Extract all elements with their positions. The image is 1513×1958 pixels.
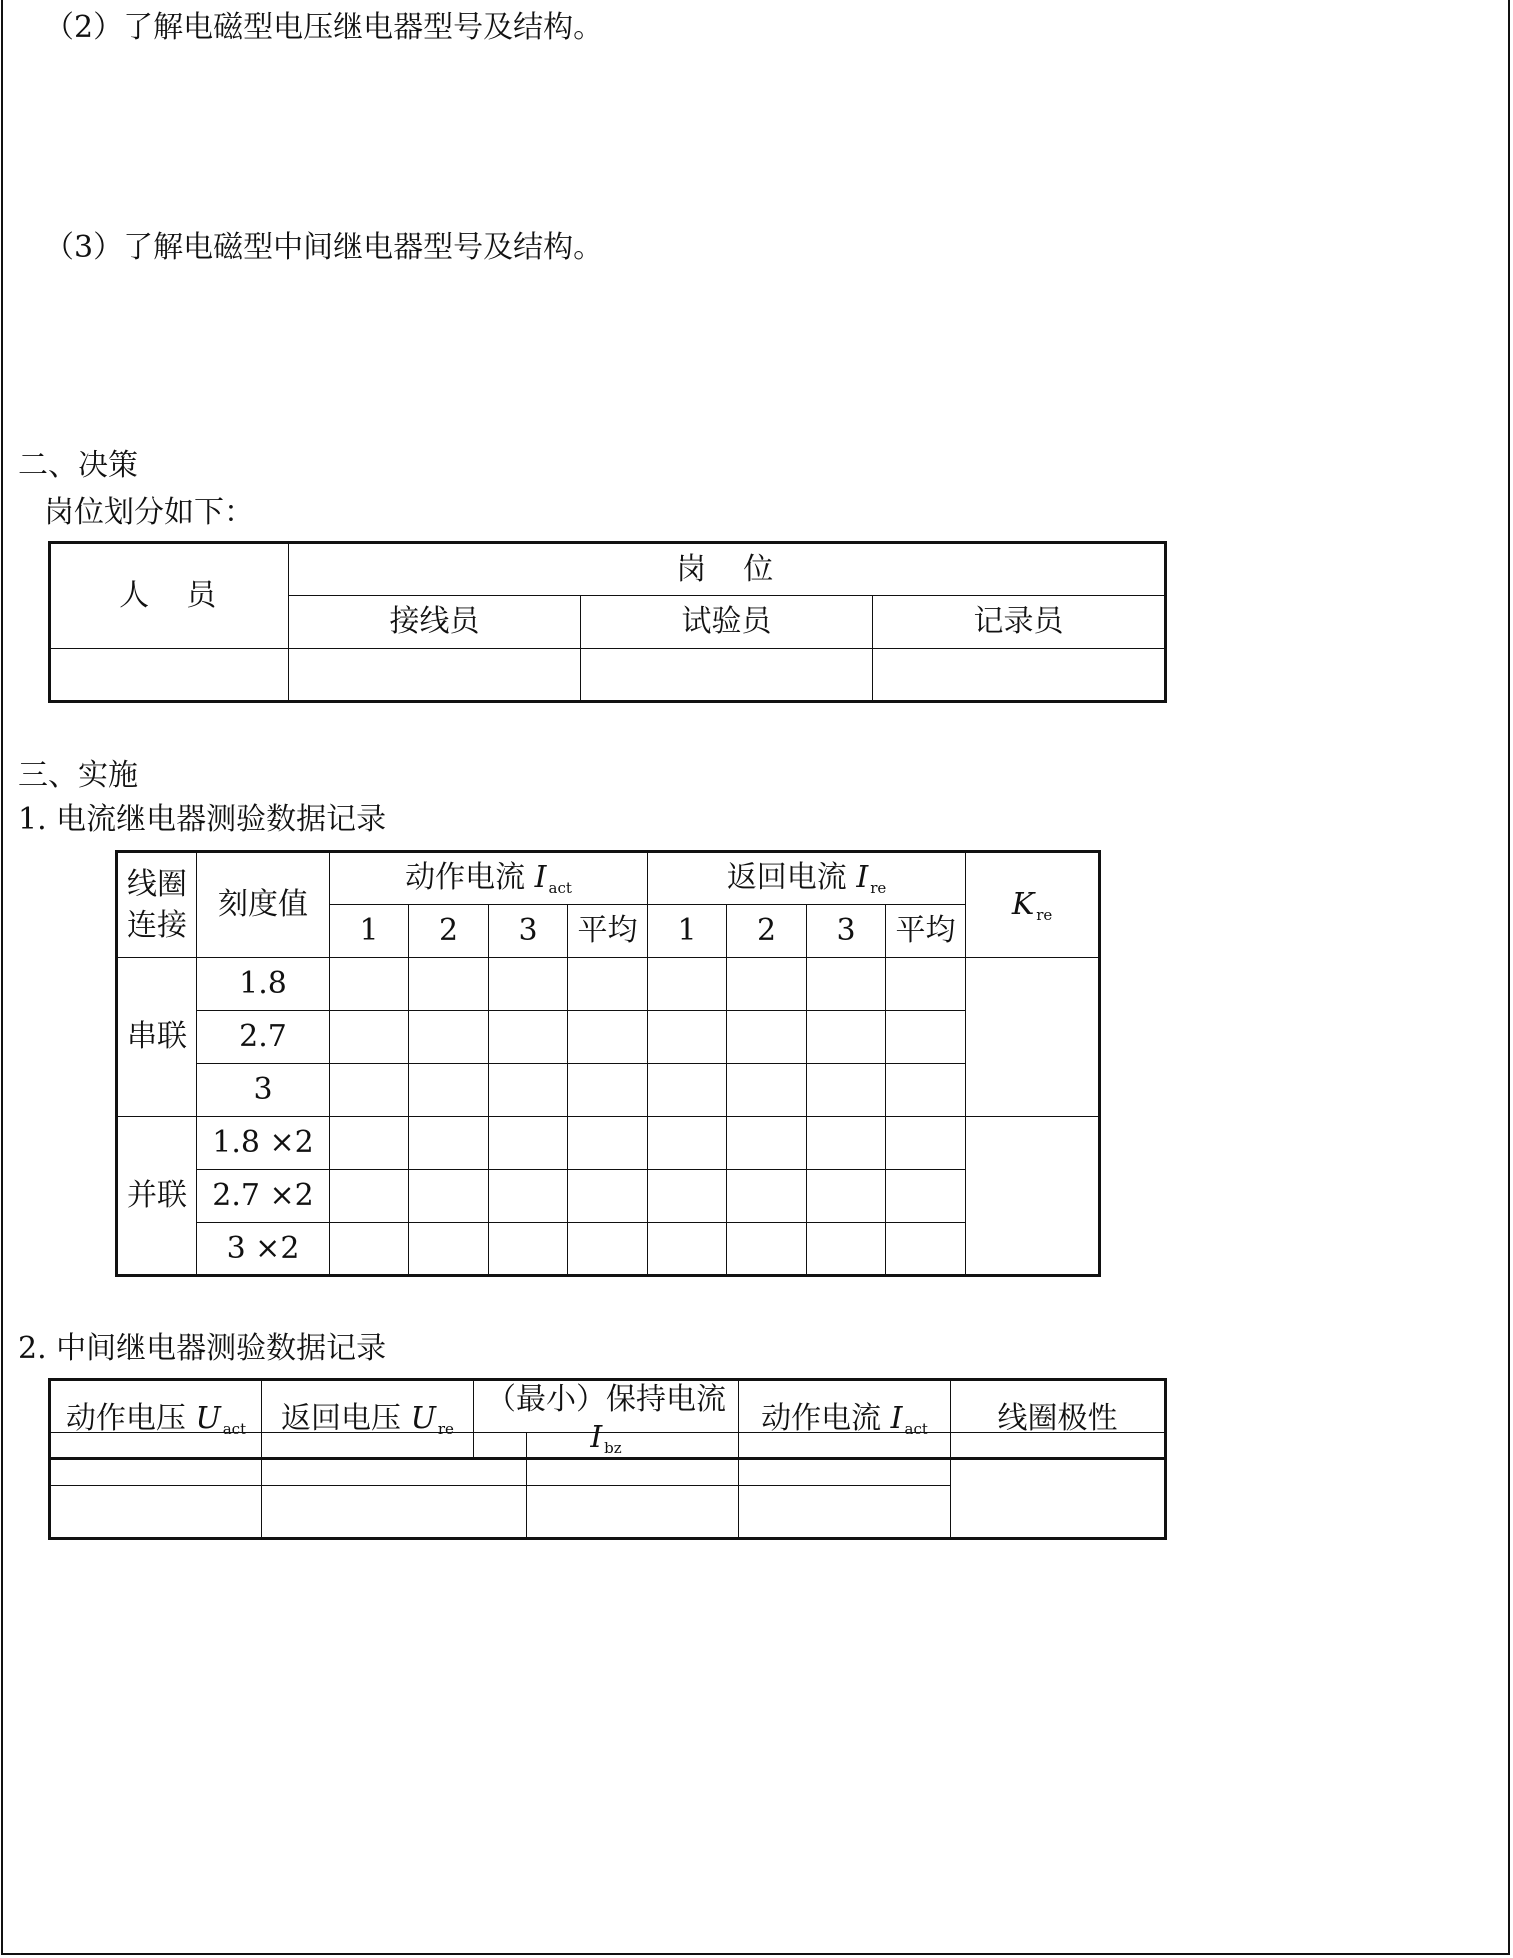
k-parallel-cell bbox=[966, 1117, 1100, 1276]
data-cell bbox=[409, 1223, 489, 1276]
position-recorder: 记录员 bbox=[873, 596, 1166, 649]
table-row bbox=[117, 1117, 1100, 1170]
data-cell bbox=[50, 1433, 262, 1486]
subheader-re-2: 2 bbox=[727, 905, 807, 958]
act-current-label: 动作电流 bbox=[405, 860, 535, 896]
data-cell bbox=[648, 1223, 727, 1276]
subheader-re-avg: 平均 bbox=[886, 905, 966, 958]
header-act-current bbox=[330, 852, 648, 905]
cell-tester bbox=[581, 649, 873, 702]
table-row bbox=[117, 1011, 1100, 1064]
data-cell bbox=[489, 958, 568, 1011]
coil-label-line1: 线圈 bbox=[127, 866, 187, 902]
data-cell bbox=[807, 958, 886, 1011]
data-cell bbox=[727, 958, 807, 1011]
act-current-symbol: I bbox=[534, 860, 547, 896]
k-symbol: K bbox=[1011, 886, 1035, 922]
section-3-heading: 三、实施 bbox=[18, 758, 138, 793]
table-row bbox=[117, 1170, 1100, 1223]
data-cell bbox=[739, 1433, 951, 1486]
data-cell bbox=[568, 1011, 648, 1064]
data-cell bbox=[409, 958, 489, 1011]
table-row bbox=[117, 1223, 1100, 1276]
scale-cell: 2.7 ×2 bbox=[197, 1170, 330, 1223]
data-cell bbox=[886, 958, 966, 1011]
data-cell bbox=[648, 958, 727, 1011]
data-cell bbox=[489, 1117, 568, 1170]
data-cell bbox=[489, 1170, 568, 1223]
data-cell bbox=[807, 1064, 886, 1117]
data-cell bbox=[807, 1170, 886, 1223]
data-cell bbox=[727, 1011, 807, 1064]
table-row bbox=[50, 1433, 1166, 1486]
header-position bbox=[289, 543, 1166, 596]
item-2-text: （2）了解电磁型电压继电器型号及结构。 bbox=[44, 10, 604, 45]
cell-wiring bbox=[289, 649, 581, 702]
act-voltage-label: 动作电压 bbox=[65, 1400, 196, 1436]
cell-person bbox=[50, 649, 289, 702]
data-cell bbox=[727, 1064, 807, 1117]
scale-cell: 3 ×2 bbox=[197, 1223, 330, 1276]
re-voltage-label: 返回电压 bbox=[281, 1400, 411, 1436]
data-cell bbox=[807, 1223, 886, 1276]
hold-current-subscript: bz bbox=[604, 1438, 622, 1457]
data-cell bbox=[886, 1170, 966, 1223]
data-cell bbox=[886, 1223, 966, 1276]
re-voltage-subscript: re bbox=[437, 1419, 454, 1438]
data-cell bbox=[568, 958, 648, 1011]
subheader-act-avg: 平均 bbox=[568, 905, 648, 958]
data-cell bbox=[489, 1011, 568, 1064]
data-cell bbox=[727, 1117, 807, 1170]
current-relay-table bbox=[115, 850, 1101, 1277]
data-cell bbox=[886, 1064, 966, 1117]
scale-cell: 1.8 ×2 bbox=[197, 1117, 330, 1170]
data-cell bbox=[330, 1223, 409, 1276]
parallel-label: 并联 bbox=[117, 1117, 197, 1276]
data-cell bbox=[739, 1486, 951, 1539]
data-cell bbox=[330, 958, 409, 1011]
subheader-act-3: 3 bbox=[489, 905, 568, 958]
intermediate-relay-table bbox=[48, 1378, 1164, 1539]
position-table bbox=[48, 541, 1167, 703]
header-coil-polarity: 线圈极性 bbox=[951, 1380, 1166, 1459]
table-row bbox=[117, 1064, 1100, 1117]
hold-current-label: （最小）保持电流 bbox=[486, 1382, 726, 1417]
intermediate-relay-body bbox=[48, 1432, 1167, 1540]
header-person-label: 人 员 bbox=[119, 578, 220, 614]
re-current-subscript: re bbox=[870, 879, 887, 898]
data-cell bbox=[409, 1117, 489, 1170]
data-cell bbox=[527, 1486, 739, 1539]
subheader-act-2: 2 bbox=[409, 905, 489, 958]
data-cell bbox=[409, 1064, 489, 1117]
header-scale-value: 刻度值 bbox=[197, 852, 330, 958]
hold-current-symbol: I bbox=[590, 1419, 603, 1455]
data-cell bbox=[489, 1223, 568, 1276]
table-row bbox=[117, 958, 1100, 1011]
data-cell bbox=[330, 1064, 409, 1117]
scale-cell: 3 bbox=[197, 1064, 330, 1117]
act-current-2-label: 动作电流 bbox=[761, 1400, 891, 1436]
data-cell bbox=[568, 1170, 648, 1223]
data-cell bbox=[330, 1117, 409, 1170]
act-current-2-subscript: act bbox=[904, 1419, 928, 1438]
data-cell bbox=[262, 1433, 527, 1486]
header-person bbox=[50, 543, 289, 649]
re-voltage-symbol: U bbox=[410, 1400, 436, 1436]
act-voltage-subscript: act bbox=[222, 1419, 247, 1438]
data-cell bbox=[50, 1486, 262, 1539]
data-cell bbox=[409, 1170, 489, 1223]
scale-cell: 2.7 bbox=[197, 1011, 330, 1064]
data-cell bbox=[727, 1223, 807, 1276]
data-cell bbox=[648, 1117, 727, 1170]
k-subscript: re bbox=[1036, 905, 1053, 924]
section-2-heading: 二、决策 bbox=[18, 448, 138, 483]
subheader-act-1: 1 bbox=[330, 905, 409, 958]
data-cell bbox=[648, 1011, 727, 1064]
data-cell bbox=[568, 1223, 648, 1276]
re-current-label: 返回电流 bbox=[726, 860, 857, 896]
header-k-re bbox=[966, 852, 1100, 958]
series-label: 串联 bbox=[117, 958, 197, 1117]
data-cell bbox=[807, 1117, 886, 1170]
data-cell bbox=[727, 1170, 807, 1223]
data-cell bbox=[568, 1117, 648, 1170]
scale-cell: 1.8 bbox=[197, 958, 330, 1011]
data-cell bbox=[330, 1170, 409, 1223]
position-intro: 岗位划分如下： bbox=[44, 495, 254, 530]
data-cell bbox=[886, 1011, 966, 1064]
data-cell bbox=[262, 1486, 527, 1539]
header-re-current bbox=[648, 852, 966, 905]
k-series-cell bbox=[966, 958, 1100, 1117]
item-3-text: （3）了解电磁型中间继电器型号及结构。 bbox=[44, 230, 604, 265]
data-cell bbox=[489, 1064, 568, 1117]
current-relay-title: 1. 电流继电器测验数据记录 bbox=[18, 802, 387, 837]
data-cell bbox=[568, 1064, 648, 1117]
data-cell bbox=[648, 1064, 727, 1117]
coil-label-line2: 连接 bbox=[127, 908, 187, 943]
act-current-2-symbol: I bbox=[890, 1400, 903, 1436]
subheader-re-3: 3 bbox=[807, 905, 886, 958]
re-current-symbol: I bbox=[856, 860, 869, 896]
data-cell bbox=[330, 1011, 409, 1064]
data-cell bbox=[527, 1433, 739, 1486]
coil-polarity-cell bbox=[951, 1433, 1166, 1539]
position-wiring: 接线员 bbox=[289, 596, 581, 649]
subheader-re-1: 1 bbox=[648, 905, 727, 958]
cell-recorder bbox=[873, 649, 1166, 702]
data-cell bbox=[886, 1117, 966, 1170]
act-current-subscript: act bbox=[548, 879, 572, 898]
act-voltage-symbol: U bbox=[195, 1400, 221, 1436]
data-cell bbox=[648, 1170, 727, 1223]
intermediate-relay-title: 2. 中间继电器测验数据记录 bbox=[18, 1331, 387, 1366]
header-coil-connection bbox=[117, 852, 197, 958]
position-tester: 试验员 bbox=[581, 596, 873, 649]
data-cell bbox=[807, 1011, 886, 1064]
header-position-label: 岗 位 bbox=[676, 551, 777, 587]
data-cell bbox=[409, 1011, 489, 1064]
